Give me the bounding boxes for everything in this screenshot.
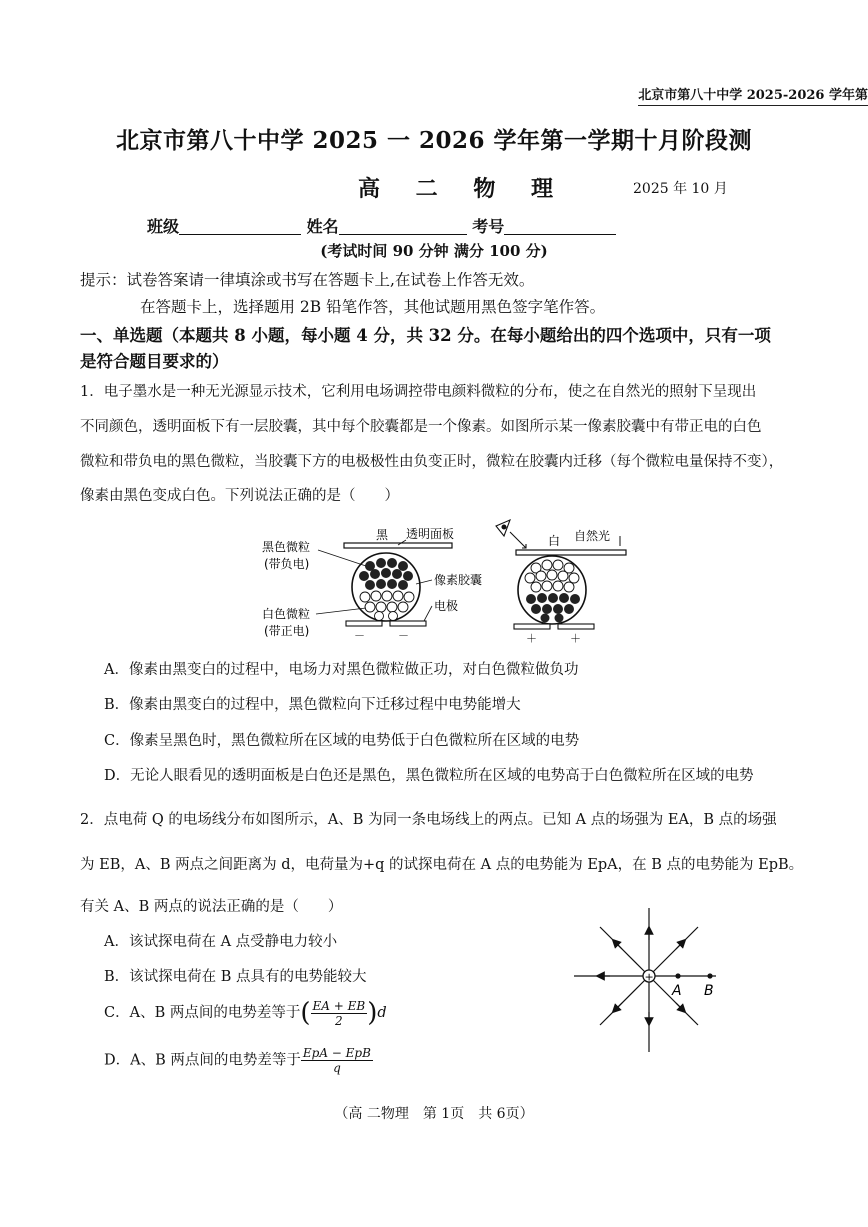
white-label: 白 xyxy=(548,534,561,548)
q1-option-b: B．像素由黑变白的过程中，黑色微粒向下迁移过程中电势能增大 xyxy=(104,697,521,713)
q2-option-d-text: D．A、B 两点间的电势差等于 xyxy=(104,1052,301,1069)
q2-option-a: A．该试探电荷在 A 点受静电力较小 xyxy=(104,934,338,950)
right-panel xyxy=(516,550,626,555)
point-b-label: B xyxy=(704,983,714,999)
section-heading-line-2: 是符合题目要求的） xyxy=(80,352,229,371)
section-heading-line-1: 一、单选题（本题共 8 小题，每小题 4 分，共 32 分。在每小题给出的四个选项中，只有一项 xyxy=(80,326,771,345)
white-particle-label: 白色微粒 xyxy=(262,607,311,621)
subject-title: 高 二 物 理 xyxy=(358,176,567,202)
q2-option-c-d: d xyxy=(377,1005,387,1021)
capsule-label: 像素胶囊 xyxy=(434,573,483,587)
tip-line-2: 在答题卡上，选择题用 2B 铅笔作答，其他试题用黑色签字笔作答。 xyxy=(140,298,606,316)
number-blank xyxy=(504,218,616,235)
exam-duration: (考试时间 90 分钟 满分 100 分) xyxy=(320,242,548,260)
q2-option-d-fraction: $\frac{\text{EpA − EpB}}{q}$ xyxy=(302,1046,371,1075)
q2-option-d xyxy=(104,1046,373,1075)
left-electrode-sign-2: － xyxy=(398,629,409,642)
left-panel xyxy=(344,543,452,548)
q2-option-c-text: C．A、B 两点间的电势差等于 xyxy=(104,1005,301,1021)
q1-option-d: D．无论人眼看见的透明面板是白色还是黑色，黑色微粒所在区域的电势高于白色微粒所在区域的电势 xyxy=(104,768,754,784)
left-capsule xyxy=(352,553,420,621)
positive-label: (带正电) xyxy=(264,624,310,638)
light-label: 自然光 xyxy=(574,529,611,543)
right-electrode-sign-1: ＋ xyxy=(526,632,537,645)
name-blank xyxy=(339,218,467,235)
q1-option-a: A．像素由黑变白的过程中，电场力对黑色微粒做正功，对白色微粒做负功 xyxy=(104,662,579,678)
q2-line-2: 为 EB，A、B 两点之间距离为 d，电荷量为+q 的试探电荷在 A 点的电势能为 EpA，在 B 点的电势能为 EpB。 xyxy=(80,857,804,873)
class-blank xyxy=(179,218,301,235)
right-electrode-sign-2: ＋ xyxy=(570,632,581,645)
point-a xyxy=(675,973,680,978)
page-footer: （高 二物理 第 1页 共 6页） xyxy=(334,1106,534,1122)
student-info-line xyxy=(147,214,616,237)
q1-line-2: 不同颜色，透明面板下有一层胶囊，其中每个胶囊都是一个像素。如图所示某一像素胶囊中有带正电的白色 xyxy=(80,419,762,435)
name-label: 姓名 xyxy=(306,217,339,236)
page-title: 北京市第八十中学 2025 一 2026 学年第一学期十月阶段测 xyxy=(115,127,753,154)
negative-label: (带负电) xyxy=(264,557,310,571)
class-label: 班级 xyxy=(147,217,180,236)
number-label: 考号 xyxy=(472,217,505,236)
q1-line-1: 1．电子墨水是一种无光源显示技术，它利用电场调控带电颜料微粒的分布，使之在自然光的照射下呈现出 xyxy=(80,384,757,400)
field-lines-figure xyxy=(570,900,730,1060)
exam-date: 2025 年 10 月 xyxy=(633,181,728,197)
left-electrode-sign-1: － xyxy=(354,629,365,642)
q2-option-c: C．A、B 两点间的电势差等于( $\frac{EA + EB}{2}$ )d xyxy=(104,998,387,1028)
black-label: 黑 xyxy=(376,528,389,542)
point-b xyxy=(707,973,712,978)
eink-capsule-figure xyxy=(258,518,638,648)
q2-option-c-fraction: $\frac{EA + EB}{2}$ xyxy=(312,998,366,1028)
q2-line-3: 有关 A、B 两点的说法正确的是（ ） xyxy=(80,899,343,915)
eye-icon xyxy=(496,520,526,548)
q1-line-3: 微粒和带负电的黑色微粒，当胶囊下方的电极极性由负变正时，微粒在胶囊内迁移（每个微粒电量保持不变）， xyxy=(80,454,784,470)
right-white-particles xyxy=(525,560,579,592)
q1-option-c: C．像素呈黑色时，黑色微粒所在区域的电势低于白色微粒所在区域的电势 xyxy=(104,733,580,749)
school-header-corner: 北京市第八十中学 2025-2026 学年第 xyxy=(638,84,868,106)
q2-line-1: 2．点电荷 Q 的电场线分布如图所示，A、B 为同一条电场线上的两点。已知 A 点的场强为 EA，B 点的场强 xyxy=(80,812,777,828)
point-a-label: A xyxy=(672,983,682,999)
black-particle-label: 黑色微粒 xyxy=(262,540,311,554)
panel-label: 透明面板 xyxy=(406,527,455,541)
q2-option-b: B．该试探电荷在 B 点具有的电势能较大 xyxy=(104,969,367,985)
electrode-label: 电极 xyxy=(434,599,459,613)
q1-line-4: 像素由黑色变成白色。下列说法正确的是（ ） xyxy=(80,488,399,504)
point-charge-sign: + xyxy=(644,970,654,984)
tip-line-1: 提示：试卷答案请一律填涂或书写在答题卡上,在试卷上作答无效。 xyxy=(80,271,535,289)
